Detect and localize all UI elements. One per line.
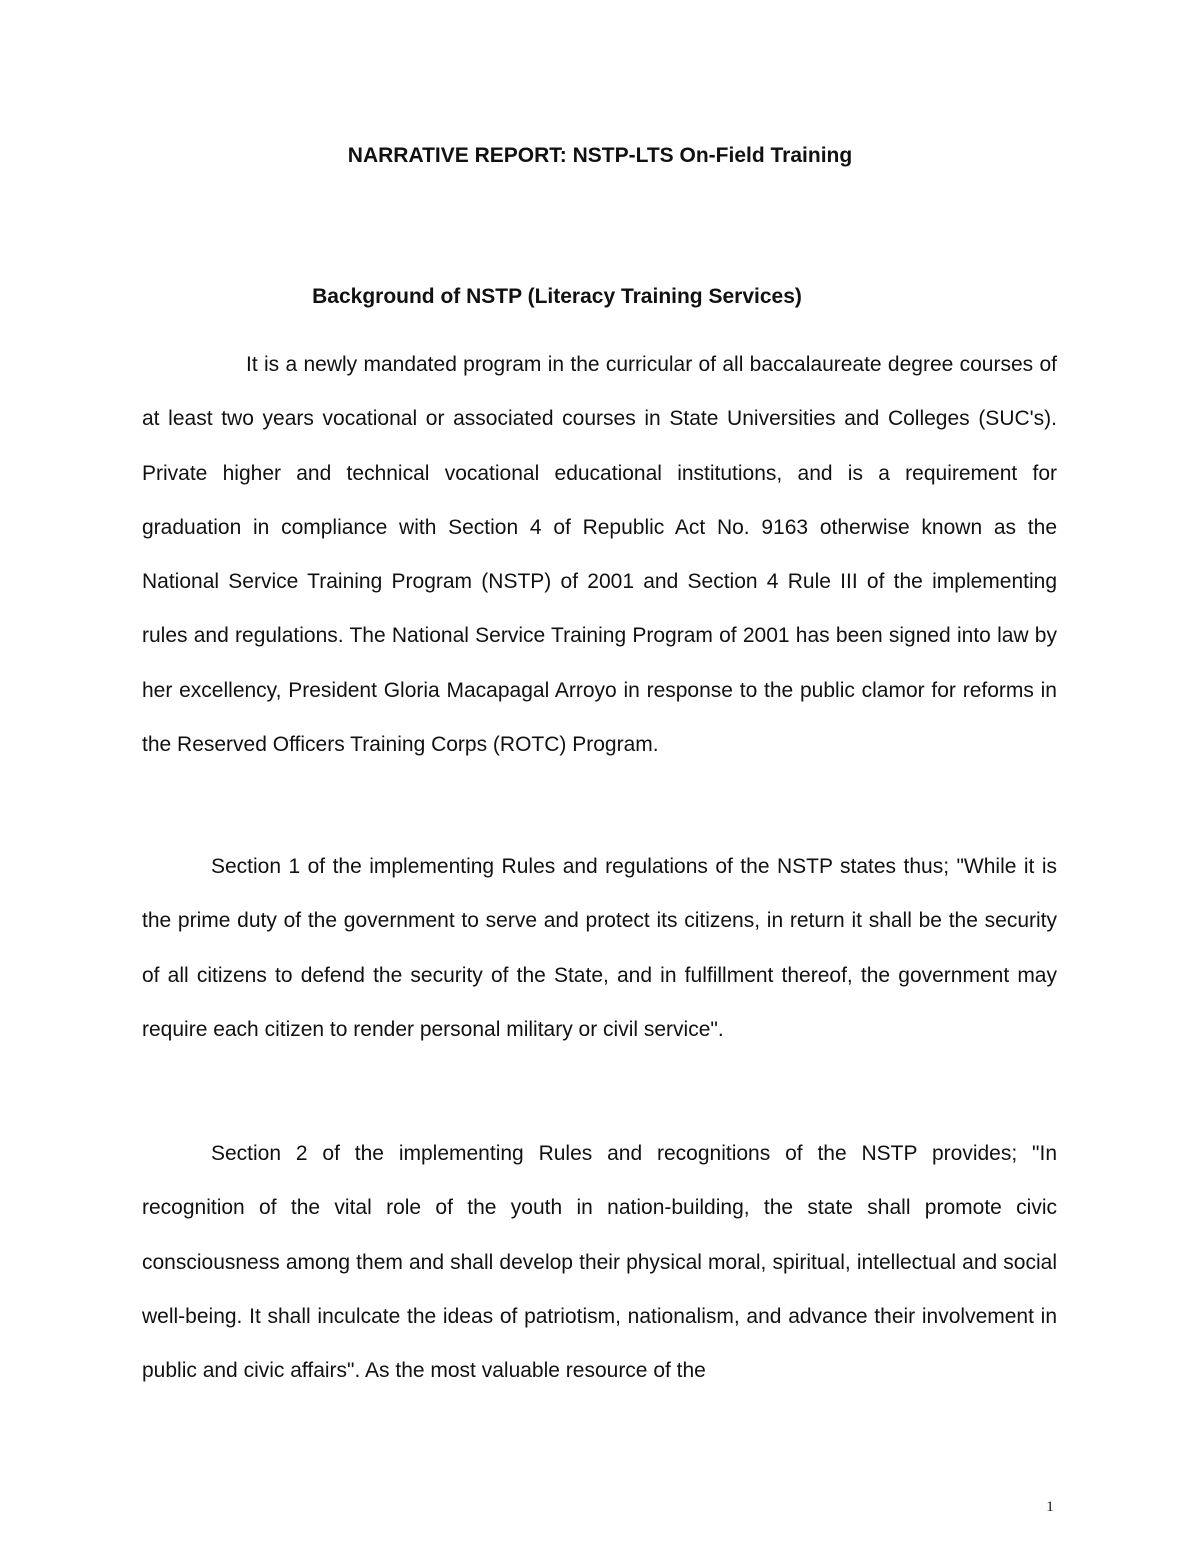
section-heading: Background of NSTP (Literacy Training Services) [312, 285, 802, 308]
paragraph-3: Section 2 of the implementing Rules and recognitions of the NSTP provides; "In recognition of the vital role of the youth in nation-building, the state shall promote civic consciousness among them and shall develop their physical moral, spiritual, intellectual and social well-being. It shall inculcate the ideas of patriotism, nationalism, and advance their involvement in public and civic affairs". As the most valuable resource of the [142, 1142, 1057, 1383]
paragraph-2: Section 1 of the implementing Rules and regulations of the NSTP states thus; "While it is the prime duty of the government to serve and protect its citizens, in return it shall be the security of all citizens to defend the security of the State, and in fulfillment thereof, the government may require each citizen to render personal military or civil service". [142, 855, 1057, 1041]
paragraph-1: It is a newly mandated program in the curricular of all baccalaureate degree courses of at least two years vocational or associated courses in State Universities and Colleges (SUC's). Private higher and technical vocational educational institutions, and is a requirement for graduation in compliance with Section 4 of Republic Act No. 9163 otherwise known as the National Service Training Program (NSTP) of 2001 and Section 4 Rule III of the implementing rules and regulations. The National Service Training Program of 2001 has been signed into law by her excellency, President Gloria Macapagal Arroyo in response to the public clamor for reforms in the Reserved Officers Training Corps (ROTC) Program. [142, 353, 1057, 757]
page-number: 1 [1046, 1499, 1054, 1515]
document-title: NARRATIVE REPORT: NSTP-LTS On-Field Training [347, 144, 853, 167]
